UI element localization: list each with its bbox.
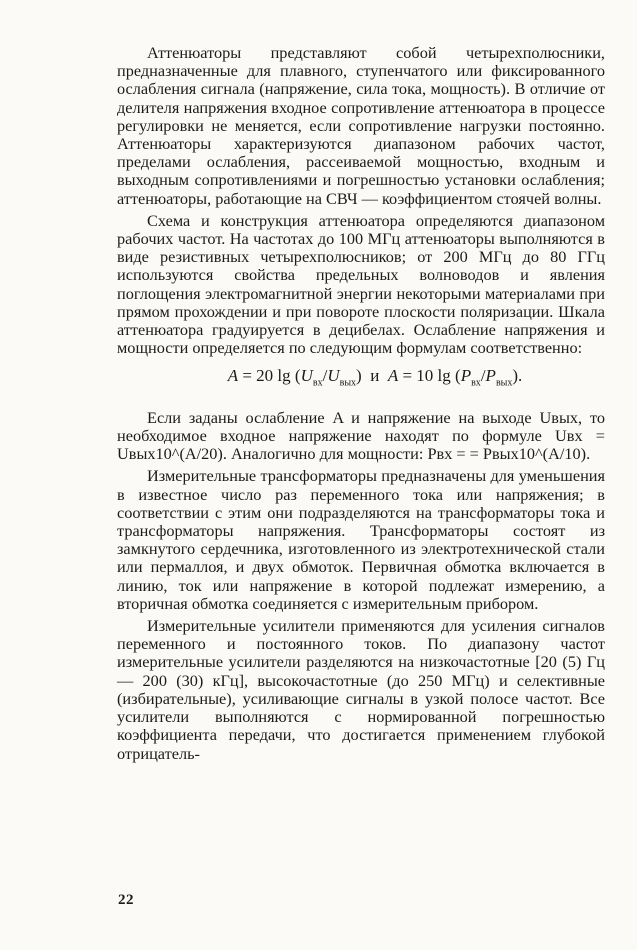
formula-sub-pin: вх <box>471 377 481 389</box>
formula-a1: A <box>227 366 239 386</box>
formula-p-in: P <box>460 366 472 386</box>
page-number: 22 <box>118 892 134 908</box>
formula-eq2: = 10 lg ( <box>398 366 461 386</box>
paragraph-transformers: Измерительные трансформаторы предназначены для уменьшения в известное число раз переменного тока или напряжения; в соответствии с этим они подразделяются на трансформаторы тока и трансформаторы напряжения. Трансформаторы состоят из замкнутого сердечника, изготовленного из электротехнической стали или пермаллоя, и двух обмоток. Первичная обмотка включается в линию, ток или напряжение в которой подлежат измерению, а вторичная обмотка соединяется с измерительным прибором. <box>117 466 605 613</box>
formula-slash2: / <box>480 366 486 386</box>
paragraph-attenuator-design: Схема и конструкция аттенюатора определяются диапазоном рабочих частот. На частотах до 100 МГц аттенюаторы выполняются в виде резистивных четырехполюсников; от 200 МГц до 80 ГГц используются свойства предельных волноводов и явления поглощения электромагнитной энергии некоторыми материалами при прямом прохождении и при повороте плоскости поляризации. Шкала аттенюатора градуируется в децибелах. Ослабление напряжения и мощности определяется по следующим формулам соответственно: <box>117 210 605 358</box>
paragraph-input-voltage: Если заданы ослабление A и напряжение на выходе Uвых, то необходимое входное напряжение находят по формуле Uвх = Uвых10^(A/20). Аналогично для мощности: Pвх = = Pвых10^(A/10). <box>117 407 605 464</box>
body-text <box>117 44 605 763</box>
attenuation-formula <box>117 365 605 394</box>
paragraph-amplifiers: Измерительные усилители применяются для усиления сигналов переменного и постоянного токов. По диапазону частот измерительные усилители разделяются на низкочастотные [20 (5) Гц — 200 (30) кГц], высокочастотные (до 250 МГц) и селективные (избирательные), усиливающие сигналы в узкой полосе частот. Все усилители выполняются с нормированной погрешностью коэффициента передачи, что достигается применением глубокой отрицатель- <box>117 616 605 763</box>
formula-p-out: P <box>485 366 496 386</box>
formula-sub-in: вх <box>312 377 323 389</box>
formula-slash: / <box>322 366 328 386</box>
formula-eq1: = 20 lg ( <box>238 366 301 386</box>
formula-u-in: U <box>300 366 313 386</box>
formula-close-and: ) и <box>356 366 388 386</box>
formula-u-out: U <box>327 366 340 386</box>
formula-close2: ). <box>512 366 523 386</box>
formula-sub-pout: вых <box>495 377 513 389</box>
paragraph-attenuators: Аттенюаторы представляют собой четырехполюсники, предназначенные для плавного, ступенчатого или фиксированного ослабления сигнала (напряжение, сила тока, мощность). В отличие от делителя напряжения входное сопротивление аттенюатора в процессе регулировки не меняется, если сопротивление нагрузки постоянно. Аттенюаторы характеризуются диапазоном рабочих частот, пределами ослабления, рассеиваемой мощностью, входным и выходным сопротивлениями и погрешностью установки ослабления; аттенюаторы, работающие на СВЧ — коэффициентом стоячей волны. <box>117 43 605 208</box>
formula-a2: A <box>387 366 399 386</box>
formula-sub-out: вых <box>339 377 357 389</box>
